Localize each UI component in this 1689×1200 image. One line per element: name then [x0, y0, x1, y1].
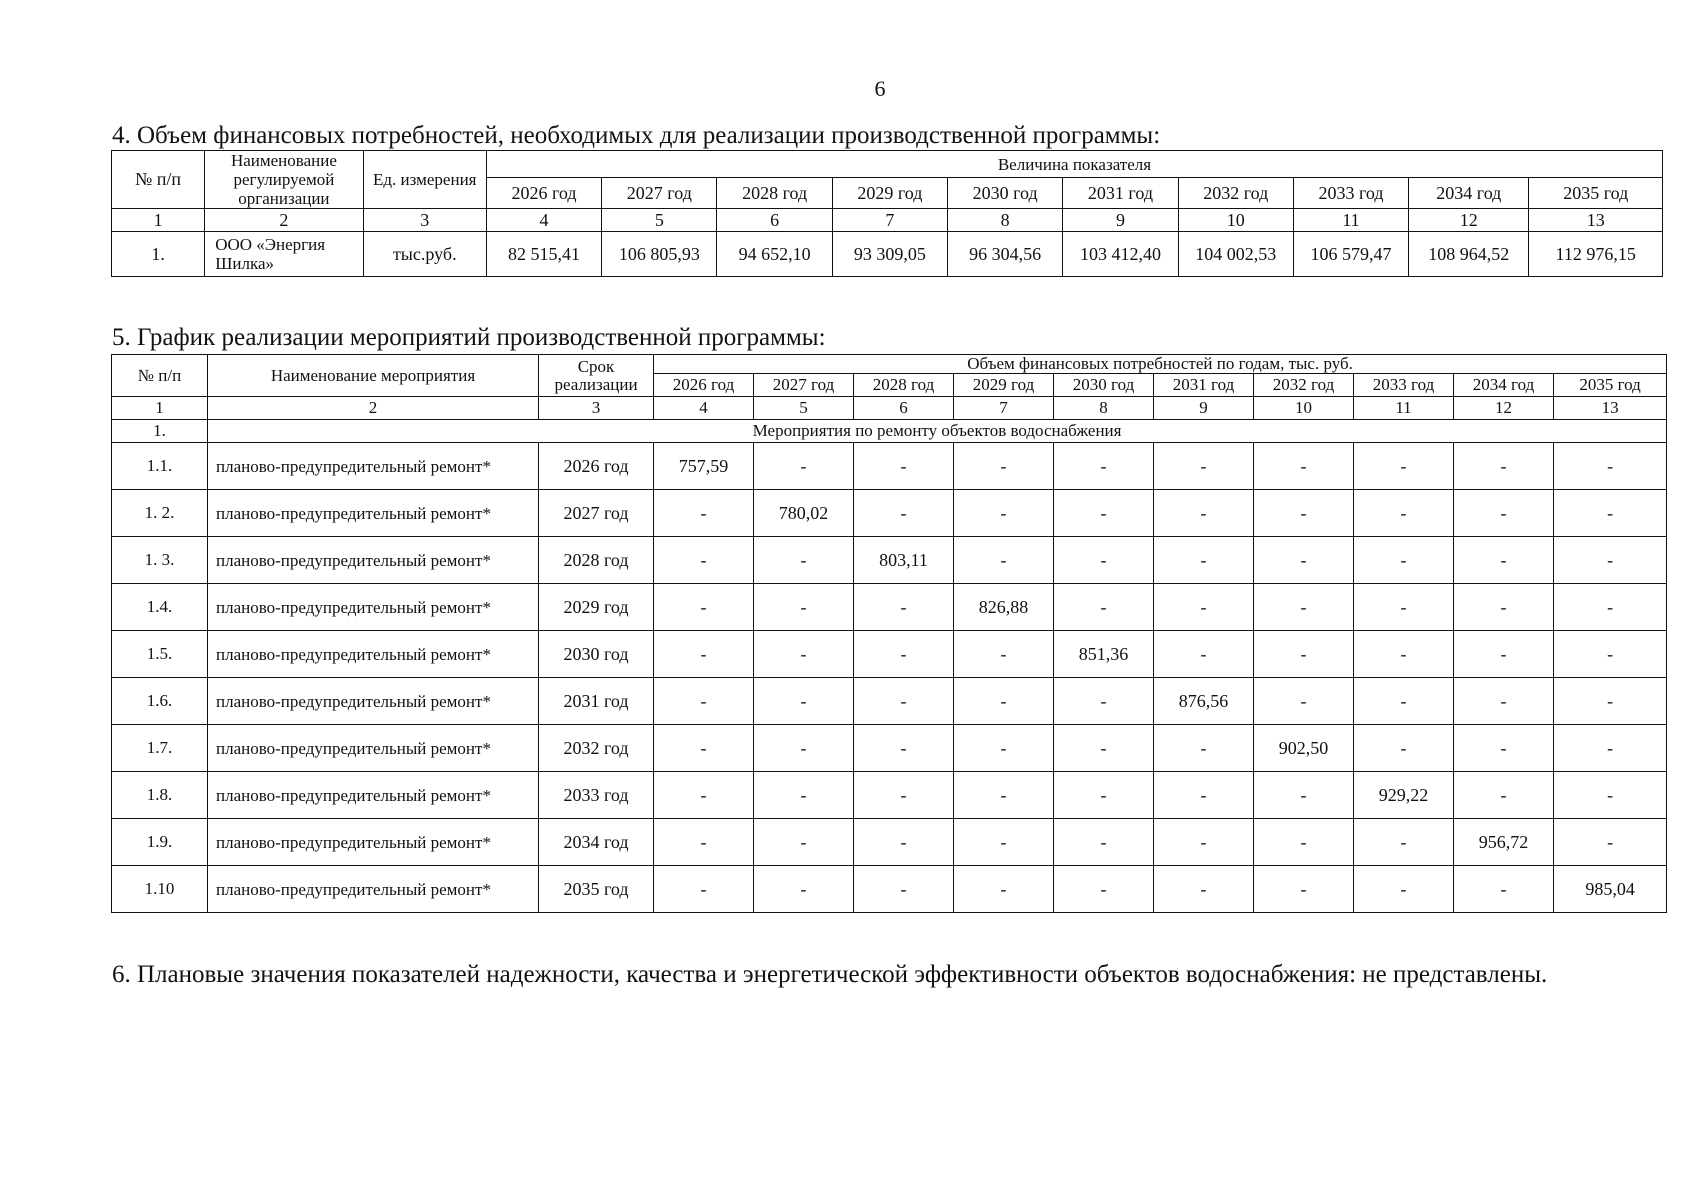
year-header: 2030 год	[948, 178, 1063, 209]
term: 2034 год	[539, 819, 654, 866]
value-cell: -	[1154, 819, 1254, 866]
value-cell: -	[1054, 725, 1154, 772]
table-row	[112, 631, 1667, 678]
row-num: 1.6.	[112, 678, 208, 725]
value-cell: -	[754, 443, 854, 490]
value-cell: -	[1354, 490, 1454, 537]
value-cell: -	[854, 725, 954, 772]
year-header: 2032 год	[1178, 178, 1293, 209]
row-num: 1.	[112, 232, 205, 277]
year-header: 2034 год	[1409, 178, 1529, 209]
value-cell: -	[654, 819, 754, 866]
table-row	[112, 678, 1667, 725]
value-cell: -	[654, 584, 754, 631]
value-cell: -	[1354, 678, 1454, 725]
value-cell: -	[1154, 866, 1254, 913]
column-number: 7	[954, 397, 1054, 420]
row-num: 1.1.	[112, 443, 208, 490]
header-name: Наименование мероприятия	[208, 355, 539, 397]
activity-name: планово-предупредительный ремонт*	[208, 772, 539, 819]
term: 2027 год	[539, 490, 654, 537]
value-cell: -	[954, 866, 1054, 913]
group-row	[112, 420, 1667, 443]
value-cell: 103 412,40	[1063, 232, 1178, 277]
value-cell: 104 002,53	[1178, 232, 1293, 277]
value-cell: -	[1454, 443, 1554, 490]
value-cell: -	[1254, 866, 1354, 913]
value-cell: -	[1354, 819, 1454, 866]
value-cell: -	[1054, 443, 1154, 490]
value-cell: 985,04	[1554, 866, 1667, 913]
value-cell: 94 652,10	[717, 232, 832, 277]
value-cell: -	[1454, 678, 1554, 725]
year-header: 2031 год	[1154, 374, 1254, 397]
term: 2031 год	[539, 678, 654, 725]
row-num: 1. 2.	[112, 490, 208, 537]
column-number-row	[112, 209, 1663, 232]
org-name: ООО «Энергия Шилка»	[205, 232, 363, 277]
row-num: 1.9.	[112, 819, 208, 866]
activity-name: планово-предупредительный ремонт*	[208, 490, 539, 537]
value-cell: -	[1554, 584, 1667, 631]
value-cell: 108 964,52	[1409, 232, 1529, 277]
value-cell: 902,50	[1254, 725, 1354, 772]
value-cell: -	[1054, 819, 1154, 866]
value-cell: -	[1054, 772, 1154, 819]
value-cell: 106 805,93	[602, 232, 717, 277]
value-cell: -	[1054, 866, 1154, 913]
column-number: 1	[112, 397, 208, 420]
value-cell: -	[954, 678, 1054, 725]
value-cell: -	[754, 819, 854, 866]
row-num: 1.7.	[112, 725, 208, 772]
year-header: 2034 год	[1454, 374, 1554, 397]
column-number: 1	[112, 209, 205, 232]
value-cell: -	[954, 819, 1054, 866]
table-row	[112, 443, 1667, 490]
column-number: 8	[948, 209, 1063, 232]
value-cell: 803,11	[854, 537, 954, 584]
value-cell: -	[1354, 725, 1454, 772]
header-row	[112, 355, 1667, 374]
value-cell: -	[1454, 725, 1554, 772]
value-cell: -	[1254, 631, 1354, 678]
column-number: 10	[1178, 209, 1293, 232]
value-cell: 82 515,41	[486, 232, 601, 277]
schedule-table	[111, 354, 1667, 913]
year-header: 2027 год	[754, 374, 854, 397]
value-cell: -	[854, 490, 954, 537]
value-cell: -	[754, 537, 854, 584]
value-cell: 757,59	[654, 443, 754, 490]
value-cell: -	[654, 678, 754, 725]
column-number: 4	[654, 397, 754, 420]
activity-name: планово-предупредительный ремонт*	[208, 443, 539, 490]
value-cell: -	[1454, 537, 1554, 584]
row-num: 1.5.	[112, 631, 208, 678]
value-cell: -	[754, 866, 854, 913]
column-number: 10	[1254, 397, 1354, 420]
value-cell: -	[1554, 631, 1667, 678]
table-row	[112, 537, 1667, 584]
value-cell: -	[954, 725, 1054, 772]
table-row	[112, 866, 1667, 913]
value-cell: -	[954, 537, 1054, 584]
value-cell: -	[1054, 584, 1154, 631]
value-cell: -	[1554, 772, 1667, 819]
column-number: 3	[363, 209, 486, 232]
year-header: 2026 год	[486, 178, 601, 209]
header-num: № п/п	[112, 151, 205, 209]
value-cell: -	[1454, 772, 1554, 819]
year-header: 2032 год	[1254, 374, 1354, 397]
value-cell: 106 579,47	[1293, 232, 1408, 277]
section-4-title: 4. Объем финансовых потребностей, необходимых для реализации производственной программы:	[112, 122, 1161, 149]
header-term: Срок реализации	[539, 355, 654, 397]
year-header: 2033 год	[1354, 374, 1454, 397]
value-cell: 826,88	[954, 584, 1054, 631]
value-cell: -	[1454, 490, 1554, 537]
year-header: 2035 год	[1529, 178, 1663, 209]
value-cell: -	[1354, 537, 1454, 584]
value-cell: -	[654, 866, 754, 913]
value-cell: -	[1254, 537, 1354, 584]
column-number: 12	[1409, 209, 1529, 232]
row-num: 1.4.	[112, 584, 208, 631]
value-cell: -	[654, 537, 754, 584]
column-number: 5	[754, 397, 854, 420]
value-cell: -	[1254, 490, 1354, 537]
value-cell: -	[1354, 631, 1454, 678]
value-cell: -	[1254, 584, 1354, 631]
year-header: 2031 год	[1063, 178, 1178, 209]
year-header: 2033 год	[1293, 178, 1408, 209]
value-cell: -	[854, 584, 954, 631]
column-number: 5	[602, 209, 717, 232]
column-number: 4	[486, 209, 601, 232]
header-num: № п/п	[112, 355, 208, 397]
value-cell: -	[954, 772, 1054, 819]
value-cell: -	[1554, 490, 1667, 537]
table-row	[112, 725, 1667, 772]
year-header: 2029 год	[954, 374, 1054, 397]
table-row	[112, 772, 1667, 819]
term: 2028 год	[539, 537, 654, 584]
value-cell: -	[754, 631, 854, 678]
value-cell: -	[754, 678, 854, 725]
column-number: 6	[717, 209, 832, 232]
group-label: Мероприятия по ремонту объектов водоснабжения	[208, 420, 1667, 443]
term: 2033 год	[539, 772, 654, 819]
value-cell: -	[754, 725, 854, 772]
table-row	[112, 584, 1667, 631]
term: 2026 год	[539, 443, 654, 490]
value-cell: -	[654, 631, 754, 678]
value-cell: -	[1254, 772, 1354, 819]
column-number: 2	[208, 397, 539, 420]
value-cell: 956,72	[1454, 819, 1554, 866]
unit: тыс.руб.	[363, 232, 486, 277]
value-cell: 876,56	[1154, 678, 1254, 725]
column-number-row	[112, 397, 1667, 420]
page-number: 6	[874, 76, 886, 101]
term: 2035 год	[539, 866, 654, 913]
activity-name: планово-предупредительный ремонт*	[208, 631, 539, 678]
value-cell: -	[1154, 443, 1254, 490]
year-header: 2029 год	[832, 178, 947, 209]
value-cell: 851,36	[1054, 631, 1154, 678]
value-cell: -	[654, 490, 754, 537]
column-number: 13	[1554, 397, 1667, 420]
activity-name: планово-предупредительный ремонт*	[208, 537, 539, 584]
value-cell: -	[1254, 443, 1354, 490]
value-cell: -	[1554, 537, 1667, 584]
value-cell: -	[1054, 490, 1154, 537]
value-cell: -	[1554, 819, 1667, 866]
table-row	[112, 490, 1667, 537]
value-cell: -	[1054, 678, 1154, 725]
term: 2030 год	[539, 631, 654, 678]
value-cell: -	[1554, 678, 1667, 725]
value-cell: -	[854, 772, 954, 819]
row-num: 1.8.	[112, 772, 208, 819]
column-number: 13	[1529, 209, 1663, 232]
column-number: 8	[1054, 397, 1154, 420]
activity-name: планово-предупредительный ремонт*	[208, 584, 539, 631]
value-cell: -	[1054, 537, 1154, 584]
value-cell: -	[1554, 443, 1667, 490]
value-cell: -	[854, 678, 954, 725]
activity-name: планово-предупредительный ремонт*	[208, 725, 539, 772]
value-cell: -	[1454, 631, 1554, 678]
header-org: Наименование регулируемой организации	[205, 151, 363, 209]
value-cell: -	[1154, 772, 1254, 819]
header-row	[112, 151, 1663, 178]
value-cell: -	[1154, 490, 1254, 537]
value-cell: -	[654, 725, 754, 772]
value-cell: 112 976,15	[1529, 232, 1663, 277]
value-cell: -	[1154, 537, 1254, 584]
section-5-title: 5. График реализации мероприятий производственной программы:	[112, 324, 826, 351]
value-cell: 780,02	[754, 490, 854, 537]
value-cell: -	[1454, 866, 1554, 913]
value-cell: -	[1354, 584, 1454, 631]
year-header: 2028 год	[854, 374, 954, 397]
term: 2029 год	[539, 584, 654, 631]
table-row	[112, 819, 1667, 866]
column-number: 11	[1354, 397, 1454, 420]
value-cell: -	[1254, 819, 1354, 866]
value-cell: -	[854, 819, 954, 866]
value-cell: -	[1354, 443, 1454, 490]
row-num: 1.10	[112, 866, 208, 913]
column-number: 11	[1293, 209, 1408, 232]
column-number: 7	[832, 209, 947, 232]
financial-needs-table	[111, 150, 1663, 277]
activity-name: планово-предупредительный ремонт*	[208, 819, 539, 866]
activity-name: планово-предупредительный ремонт*	[208, 678, 539, 725]
value-cell: -	[754, 772, 854, 819]
group-num: 1.	[112, 420, 208, 443]
value-cell: -	[854, 443, 954, 490]
value-cell: 96 304,56	[948, 232, 1063, 277]
year-header: 2026 год	[654, 374, 754, 397]
value-cell: -	[954, 490, 1054, 537]
term: 2032 год	[539, 725, 654, 772]
header-value: Величина показателя	[486, 151, 1662, 178]
row-num: 1. 3.	[112, 537, 208, 584]
value-cell: -	[1154, 584, 1254, 631]
value-cell: -	[1354, 866, 1454, 913]
column-number: 6	[854, 397, 954, 420]
value-cell: -	[1154, 631, 1254, 678]
value-cell: -	[954, 443, 1054, 490]
column-number: 9	[1154, 397, 1254, 420]
value-cell: -	[1154, 725, 1254, 772]
column-number: 12	[1454, 397, 1554, 420]
value-cell: -	[654, 772, 754, 819]
column-number: 9	[1063, 209, 1178, 232]
year-header: 2028 год	[717, 178, 832, 209]
header-volume: Объем финансовых потребностей по годам, тыс. руб.	[654, 355, 1667, 374]
value-cell: -	[754, 584, 854, 631]
section-6-text: 6. Плановые значения показателей надежности, качества и энергетической эффективности объектов водоснабжения: не представлены.	[112, 961, 1548, 988]
value-cell: -	[1554, 725, 1667, 772]
value-cell: -	[854, 866, 954, 913]
column-number: 2	[205, 209, 363, 232]
year-header: 2035 год	[1554, 374, 1667, 397]
value-cell: 93 309,05	[832, 232, 947, 277]
header-unit: Ед. измерения	[363, 151, 486, 209]
year-header: 2030 год	[1054, 374, 1154, 397]
table-row	[112, 232, 1663, 277]
value-cell: -	[1254, 678, 1354, 725]
activity-name: планово-предупредительный ремонт*	[208, 866, 539, 913]
value-cell: 929,22	[1354, 772, 1454, 819]
value-cell: -	[1454, 584, 1554, 631]
column-number: 3	[539, 397, 654, 420]
year-header: 2027 год	[602, 178, 717, 209]
value-cell: -	[854, 631, 954, 678]
value-cell: -	[954, 631, 1054, 678]
